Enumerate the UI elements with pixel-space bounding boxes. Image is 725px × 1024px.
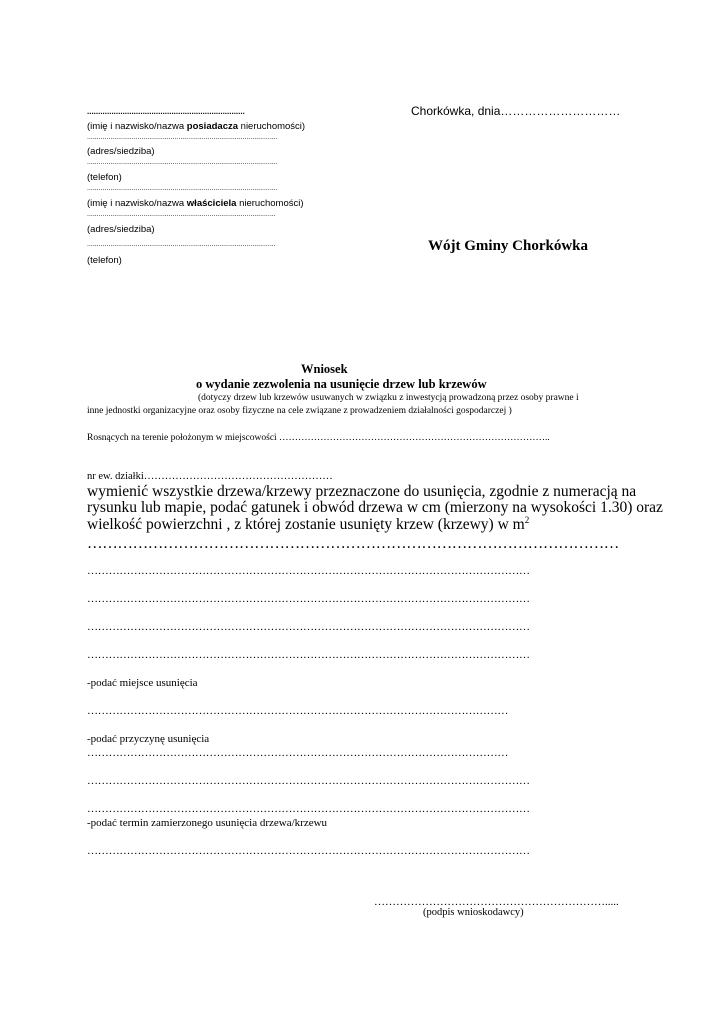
owner-address-dots: ................................................................................................. xyxy=(87,211,276,218)
document-note-line2: inne jednostki organizacyjne oraz osoby fizyczne na cele związane z prowadzeniem działalności gospodarczej ) xyxy=(87,406,512,416)
signature-dots: ………………………………………………………..... xyxy=(374,896,619,908)
trees-dots-line5: …………………………………………………………………………………………………………… xyxy=(87,649,530,661)
location-line: Rosnących na terenie położonym w miejscowości ………………………………………………………………………….. xyxy=(87,433,550,443)
owner-name-label: (imię i nazwisko/nazwa właściciela nieruchomości) xyxy=(87,198,304,209)
holder-address-dots: .................................................................................................. xyxy=(87,134,278,141)
owner-name-dots: .................................................................................................. xyxy=(87,185,278,192)
owner-phone-dots: ................................................................................................. xyxy=(87,241,276,248)
holder-address-label: (adres/siedziba) xyxy=(87,146,155,157)
place-dots-line: ……………………………………………………………………………………………………… xyxy=(87,705,509,717)
owner-address-label: (adres/siedziba) xyxy=(87,224,155,235)
document-note-line1: (dotyczy drzew lub krzewów usuwanych w związku z inwestycją prowadzoną przez osoby prawne i xyxy=(198,393,579,403)
reason-dots-line3: …………………………………………………………………………………………………………… xyxy=(87,803,530,815)
recipient: Wójt Gminy Chorkówka xyxy=(428,238,589,254)
trees-dots-line2: …………………………………………………………………………………………………………… xyxy=(87,565,530,577)
signature-label: (podpis wnioskodawcy) xyxy=(423,907,524,918)
term-label: -podać termin zamierzonego usunięcia drzewa/krzewu xyxy=(87,817,328,829)
trees-dots-line3: …………………………………………………………………………………………………………… xyxy=(87,593,530,605)
holder-phone-dots: .................................................................................................. xyxy=(87,159,278,166)
term-dots-line: …………………………………………………………………………………………………………… xyxy=(87,845,530,857)
holder-phone-label: (telefon) xyxy=(87,172,122,183)
reason-dots-line2: …………………………………………………………………………………………………………… xyxy=(87,775,530,787)
reason-label: -podać przyczynę usunięcia xyxy=(87,733,210,745)
place-label: -podać miejsce usunięcia xyxy=(87,677,198,689)
place-date: Chorkówka, dnia………………………… xyxy=(411,104,621,118)
trees-dots-line1: …………………………………………………………………………………………… xyxy=(87,535,620,552)
reason-dots-line1: ……………………………………………………………………………………………………… xyxy=(87,747,509,759)
instruction-line3: wielkość powierzchni , z której zostanie usunięty krzew (krzewy) w $m^2$ xyxy=(87,515,530,534)
instruction-line2: rysunku lub mapie, podać gatunek i obwód drzewa w cm (mierzony na wysokości 1.30) oraz xyxy=(87,499,663,516)
document-subtitle: o wydanie zezwolenia na usunięcie drzew lub krzewów xyxy=(196,377,487,391)
trees-dots-line4: …………………………………………………………………………………………………………… xyxy=(87,621,530,633)
document-title: Wniosek xyxy=(301,362,348,376)
holder-name-label: (imię i nazwisko/nazwa posiadacza nieruchomości) xyxy=(87,121,306,132)
instruction-line1: wymienić wszystkie drzewa/krzewy przeznaczone do usunięcia, zgodnie z numeracją na xyxy=(87,483,637,500)
owner-phone-label: (telefon) xyxy=(87,255,122,266)
parcel-number-line: nr ew. działki……………………………………………… xyxy=(87,471,333,482)
holder-name-dots: ....................................................................... xyxy=(87,107,245,116)
